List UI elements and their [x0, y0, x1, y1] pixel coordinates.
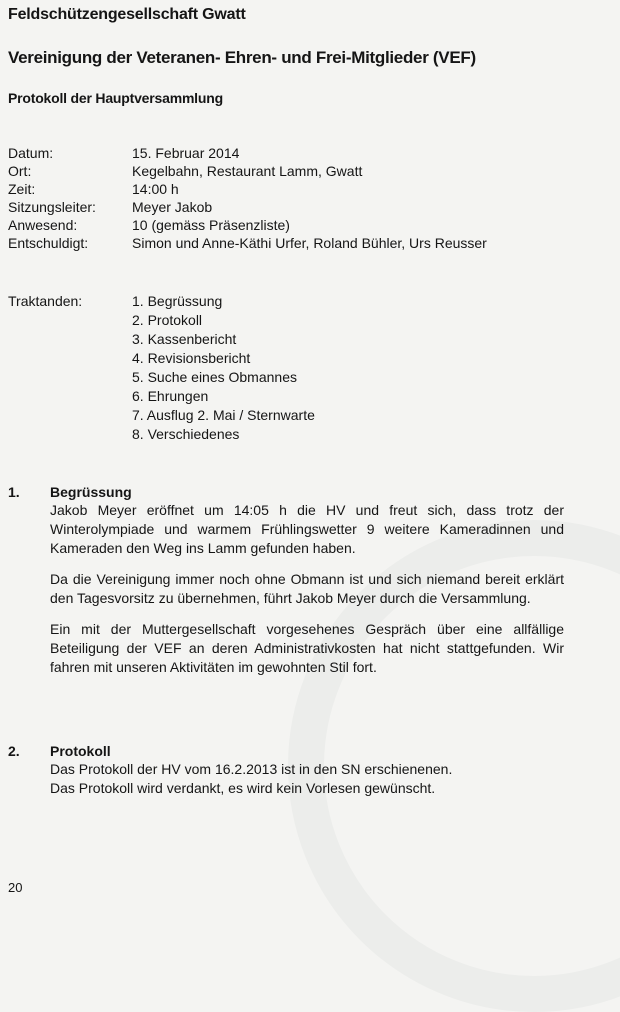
meta-label: Zeit:	[8, 181, 36, 197]
paragraph: Da die Vereinigung immer noch ohne Obmann ist und sich niemand bereit erklärt den Tagesvorsitz zu übernehmen, führt Jakob Meyer durch die Versammlung.	[50, 571, 564, 606]
agenda-item: 3. Kassenbericht	[132, 331, 237, 347]
meta-label: Datum:	[8, 145, 54, 161]
section-begruessung	[8, 483, 564, 689]
meta-label: Sitzungsleiter:	[8, 199, 96, 215]
agenda-item: 6. Ehrungen	[132, 388, 209, 404]
agenda-item: 7. Ausflug 2. Mai / Sternwarte	[132, 407, 315, 423]
meta-row-present	[8, 216, 487, 234]
section-title: Begrüssung	[50, 484, 132, 500]
meta-row-place	[8, 162, 487, 180]
org-title: Feldschützengesellschaft Gwatt	[8, 6, 246, 23]
section-protokoll	[8, 742, 564, 810]
section-heading	[8, 483, 564, 501]
paragraph: Das Protokoll wird verdankt, es wird kein Vorlesen gewünscht.	[50, 780, 436, 796]
agenda-item: 5. Suche eines Obmannes	[132, 369, 297, 385]
association-title: Vereinigung der Veteranen- Ehren- und Frei-Mitglieder (VEF)	[8, 48, 476, 67]
section-title: Protokoll	[50, 743, 111, 759]
meta-value: Kegelbahn, Restaurant Lamm, Gwatt	[132, 163, 363, 179]
agenda-item: 2. Protokoll	[132, 312, 203, 328]
section-number: 1.	[8, 484, 20, 500]
document-title: Protokoll der Hauptversammlung	[8, 90, 223, 106]
agenda-item: 4. Revisionsbericht	[132, 350, 251, 366]
meta-row-chair	[8, 198, 487, 216]
section-heading	[8, 742, 564, 760]
paragraph: Ein mit der Muttergesellschaft vorgesehenes Gespräch über eine allfällige Beteiligung der VEF an deren Administrativkosten hat nicht stattgefunden. Wir fahren mit unseren Aktivitäten im gewohnten Stil fort.	[50, 621, 564, 675]
meta-value: Meyer Jakob	[132, 199, 213, 215]
agenda-item: 8. Verschiedenes	[132, 426, 240, 442]
meta-value: 10 (gemäss Präsenzliste)	[132, 217, 290, 233]
meta-label: Ort:	[8, 163, 32, 179]
meta-label: Entschuldigt:	[8, 235, 89, 251]
agenda-label: Traktanden:	[8, 293, 83, 309]
paragraph: Jakob Meyer eröffnet um 14:05 h die HV und freut sich, dass trotz der Winterolympiade und warmem Frühlingswetter 9 weitere Kameradinnen und Kameraden den Weg ins Lamm gefunden haben.	[50, 502, 564, 556]
meta-row-time	[8, 180, 487, 198]
meta-value: 14:00 h	[132, 181, 179, 197]
page-number: 20	[8, 880, 23, 895]
agenda-list	[132, 292, 315, 444]
meta-row-date	[8, 144, 487, 162]
section-body	[50, 760, 564, 798]
section-number: 2.	[8, 743, 20, 759]
meeting-details	[8, 144, 487, 252]
meta-value: Simon und Anne-Käthi Urfer, Roland Bühler, Urs Reusser	[132, 235, 487, 251]
agenda	[8, 292, 315, 444]
meta-label: Anwesend:	[8, 217, 78, 233]
meta-row-excused	[8, 234, 487, 252]
paragraph: Das Protokoll der HV vom 16.2.2013 ist in den SN erschienenen.	[50, 761, 453, 777]
meta-value: 15. Februar 2014	[132, 145, 240, 161]
agenda-item: 1. Begrüssung	[132, 293, 223, 309]
section-body	[50, 501, 564, 677]
